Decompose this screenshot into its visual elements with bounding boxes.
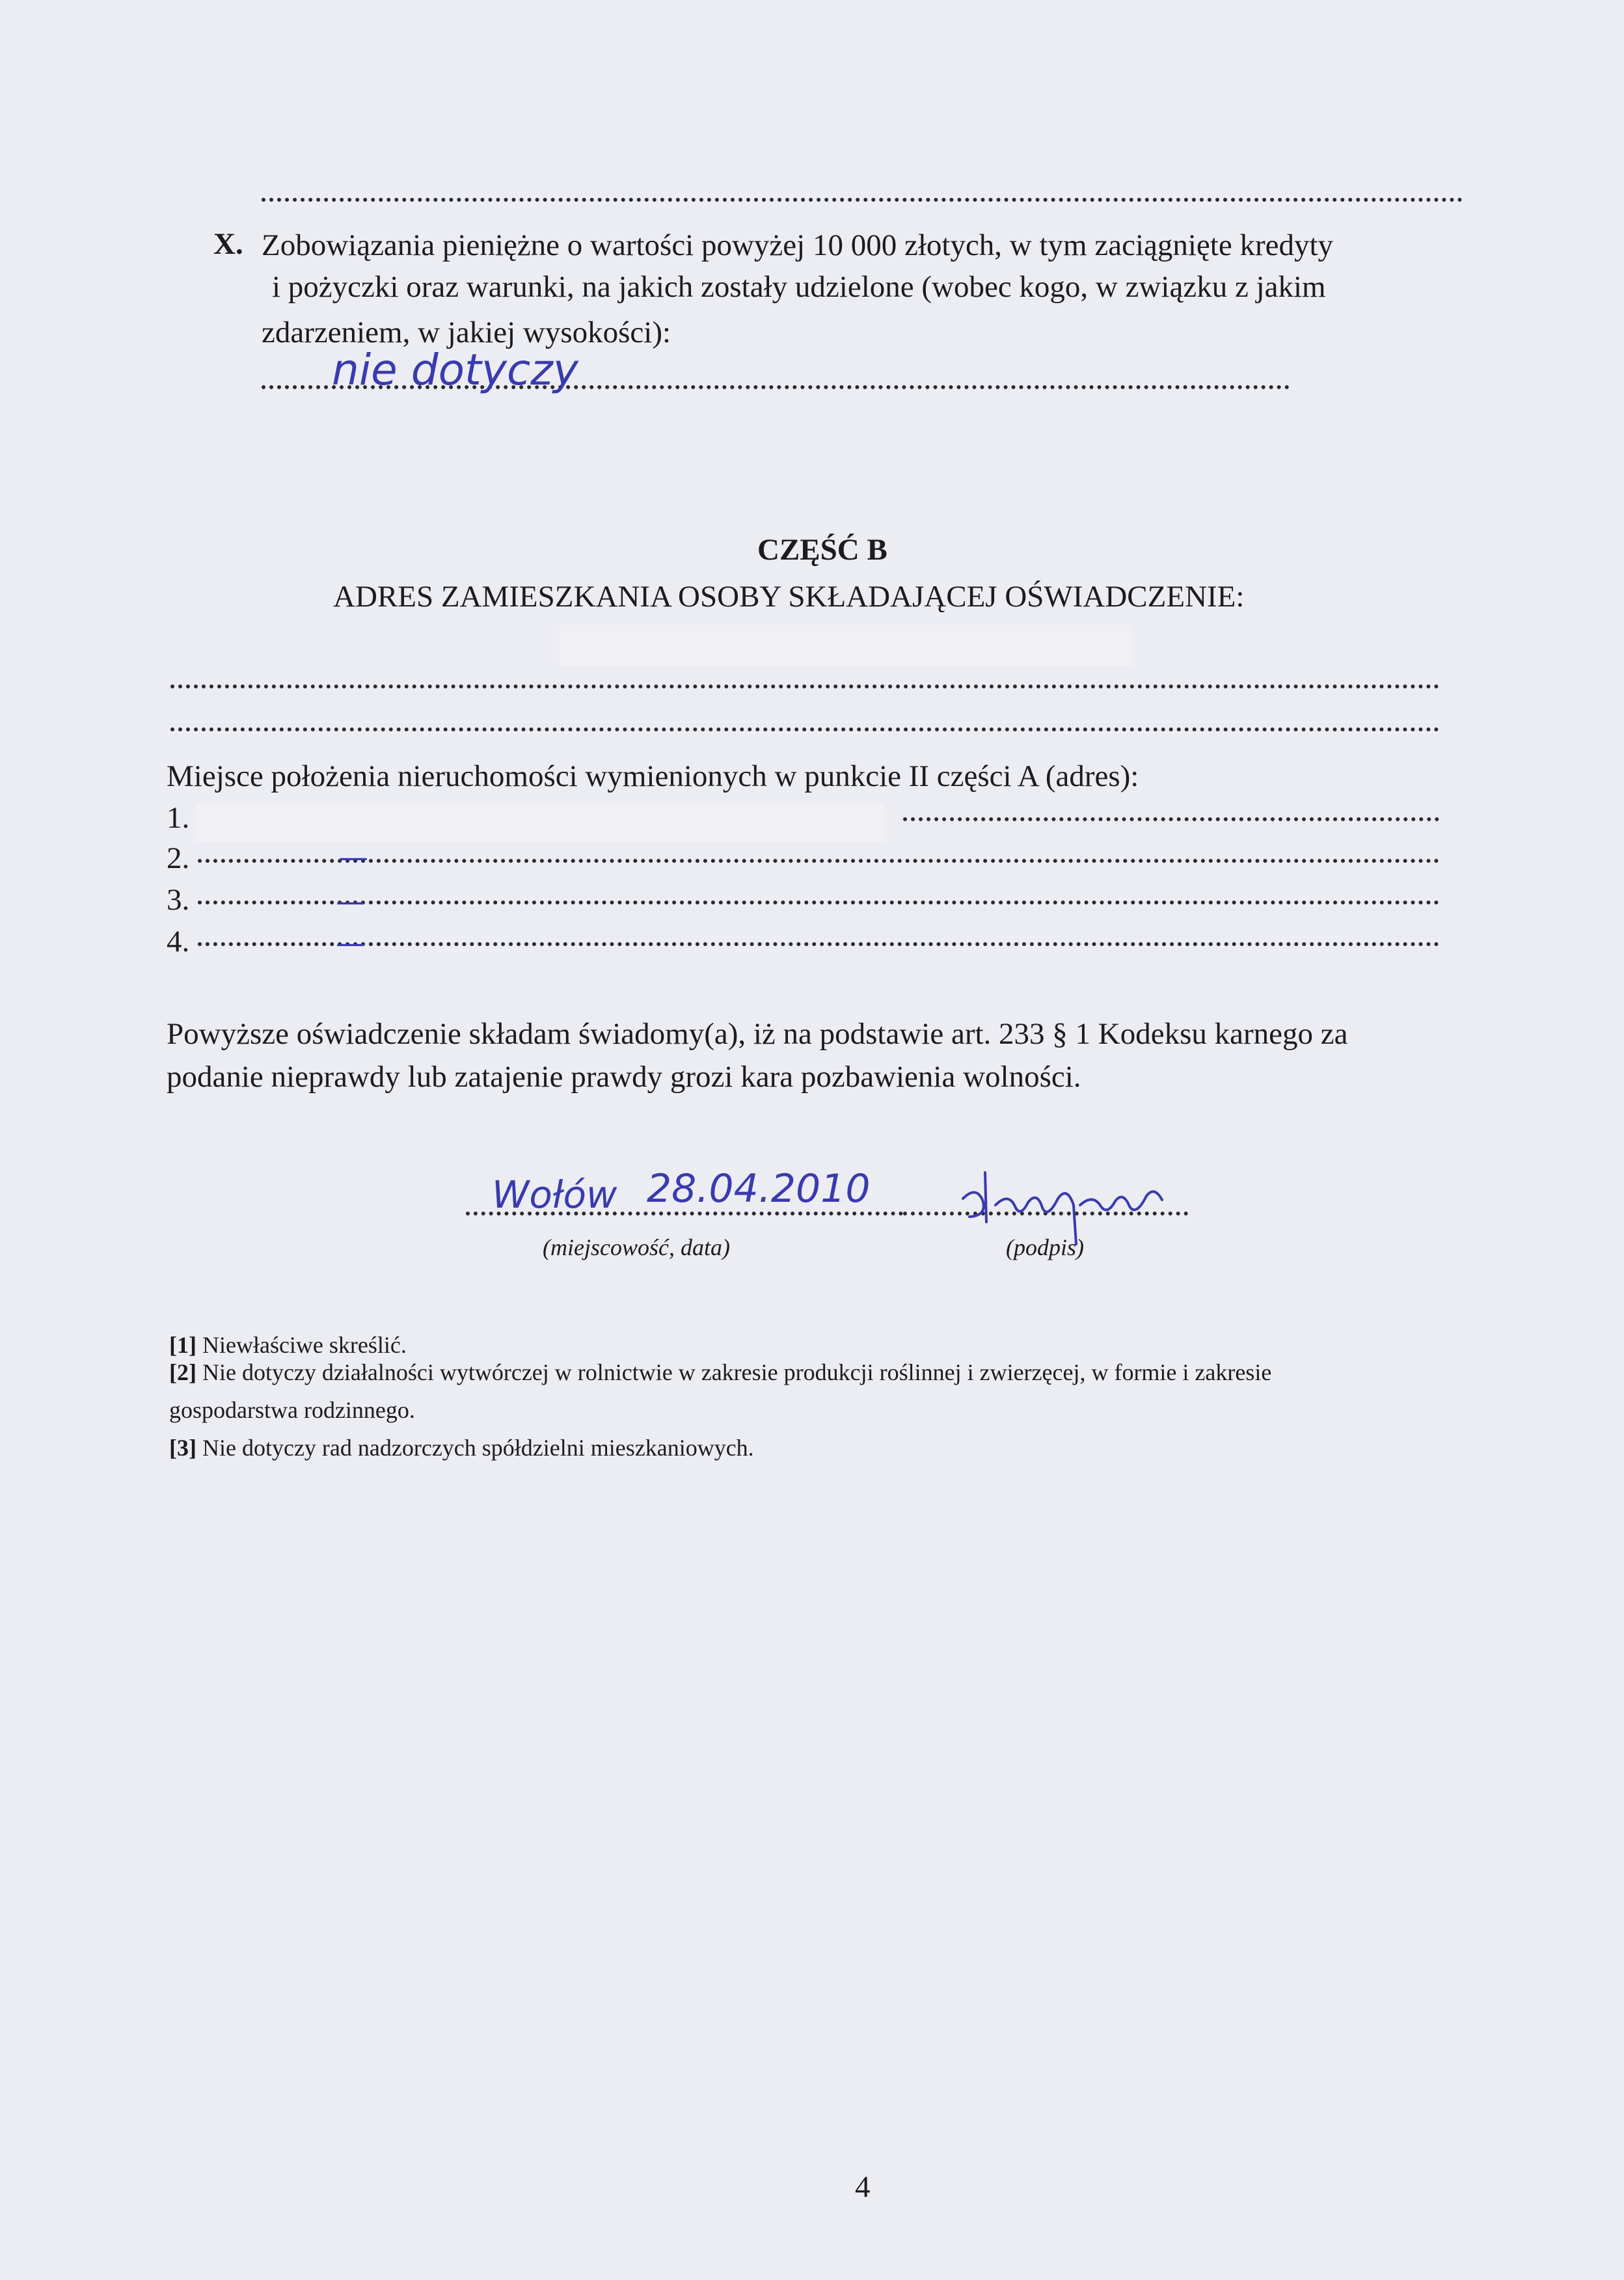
property-item-4-number: 4. — [167, 925, 190, 958]
footnote-2-continuation: gospodarstwa rodzinnego. — [169, 1397, 415, 1423]
dotted-line-property-3 — [198, 901, 1439, 904]
property-item-2-number: 2. — [167, 841, 190, 875]
handwritten-dash-4: — — [336, 925, 366, 960]
property-item-1-number: 1. — [167, 801, 190, 835]
footnote-3 — [169, 1433, 754, 1463]
signature-caption: (podpis) — [1006, 1234, 1084, 1260]
footnote-1 — [169, 1330, 407, 1360]
place-date-caption: (miejscowość, data) — [543, 1234, 730, 1260]
footnote-3-text: Nie dotyczy rad nadzorczych spółdzielni mieszkaniowych. — [202, 1435, 754, 1461]
declaration-line-2: podanie nieprawdy lub zatajenie prawdy grozi kara pozbawienia wolności. — [167, 1060, 1081, 1094]
handwritten-dash-3: — — [336, 884, 366, 919]
handwritten-place: Wołów — [492, 1173, 617, 1217]
footnote-1-text: Niewłaściwe skreślić. — [202, 1332, 407, 1358]
dotted-line-address-2 — [170, 727, 1439, 731]
footnote-2-ref: [2] — [169, 1359, 196, 1385]
part-b-subtitle: ADRES ZAMIESZKANIA OSOBY SKŁADAJĄCEJ OŚWIADCZENIE: — [333, 580, 1245, 614]
dotted-line-address-1 — [170, 685, 1439, 688]
property-location-label: Miejsce położenia nieruchomości wymienionych w punkcie II części A (adres): — [167, 759, 1139, 793]
footnote-3-ref: [3] — [169, 1435, 196, 1461]
dotted-line-property-4 — [198, 942, 1439, 946]
section-x-marker: X. — [213, 227, 243, 261]
section-x-line-2: i pożyczki oraz warunki, na jakich zostały udzielone (wobec kogo, w związku z jakim — [272, 270, 1326, 304]
handwritten-date: 28.04.2010 — [647, 1166, 871, 1212]
section-x-line-3: zdarzeniem, w jakiej wysokości): — [262, 316, 671, 349]
section-x-line-1: Zobowiązania pieniężne o wartości powyżej 10 000 złotych, w tym zaciągnięte kredyty — [262, 228, 1334, 262]
handwritten-answer: nie dotyczy — [332, 345, 578, 395]
page-number: 4 — [855, 2170, 871, 2204]
redacted-area-address — [560, 625, 1132, 666]
dotted-line-property-1 — [903, 817, 1439, 821]
footnote-1-ref: [1] — [169, 1332, 196, 1358]
footnote-2-text: Nie dotyczy działalności wytwórczej w rolnictwie w zakresie produkcji roślinnej i zwierzęcej, w formie i zakresie — [202, 1359, 1272, 1385]
declaration-line-1: Powyższe oświadczenie składam świadomy(a), iż na podstawie art. 233 § 1 Kodeksu karnego za — [167, 1017, 1348, 1051]
property-item-3-number: 3. — [167, 883, 190, 917]
dotted-line-top — [262, 198, 1463, 202]
dotted-line-property-2 — [198, 859, 1439, 863]
part-b-title: CZĘŚĆ B — [757, 533, 887, 567]
footnote-2 — [169, 1357, 1271, 1387]
redacted-area-property-1 — [195, 803, 885, 842]
handwritten-dash-2: — — [338, 839, 368, 875]
